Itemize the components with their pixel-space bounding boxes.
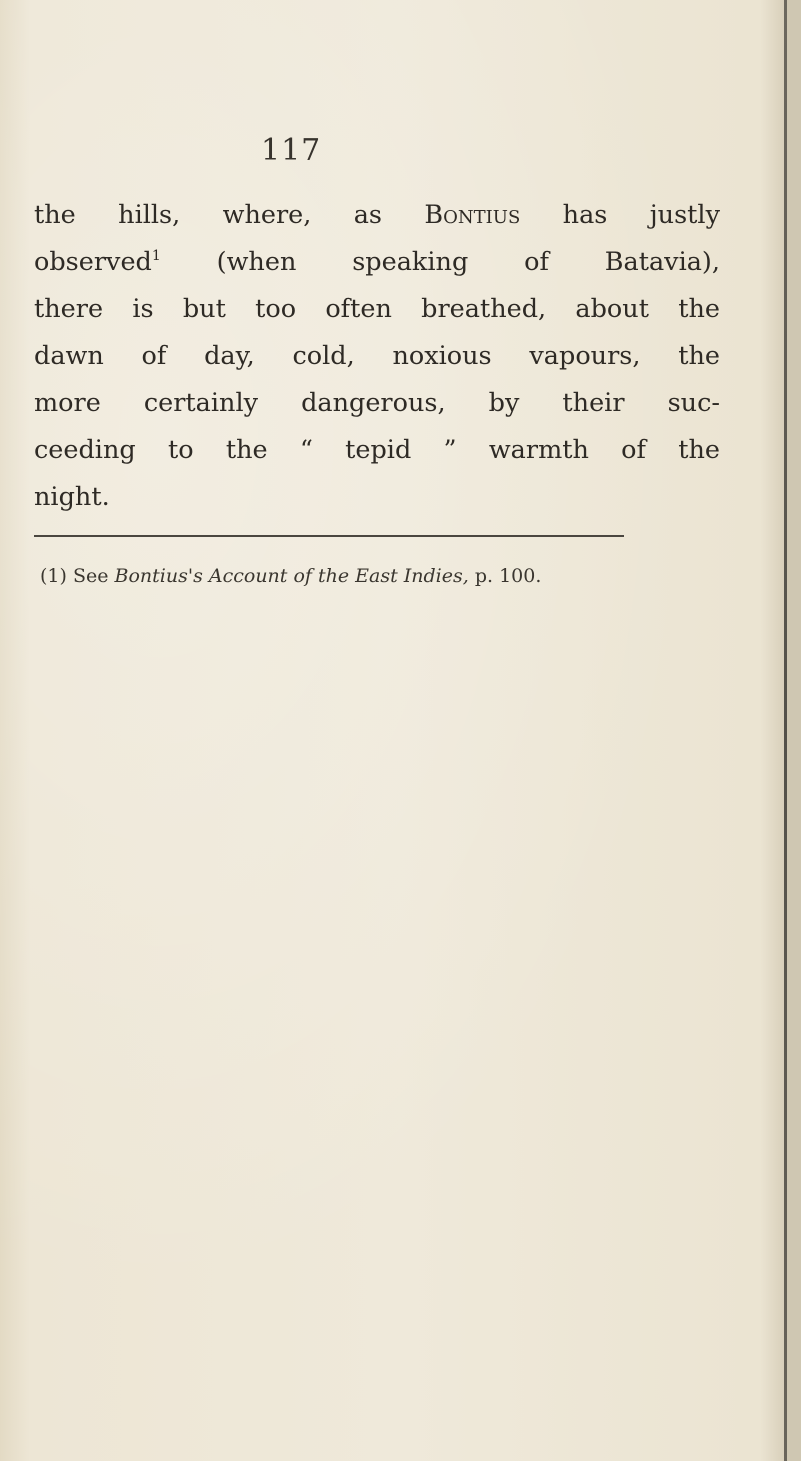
text-line-6: ceeding to the “ tepid ” warmth of the (34, 435, 720, 465)
author-name: Bontius (424, 200, 521, 230)
body-paragraph (34, 192, 720, 521)
footnote-page-ref: p. 100. (474, 565, 542, 587)
footnote-title: Bontius's Account of the East Indies, (114, 565, 469, 587)
text-line-7: night. (34, 482, 110, 512)
text-line-1: the hills, where, as Bontius has justly (34, 200, 720, 230)
footnote-lead: See (72, 565, 109, 587)
footnote (40, 564, 541, 588)
footnote-rule (34, 535, 624, 537)
text-line-5: more certainly dangerous, by their suc- (34, 388, 720, 418)
footnote-marker: (1) (40, 565, 67, 587)
text-line-2: observed$^1$ (when speaking of Batavia), (34, 247, 720, 277)
text-line-4: dawn of day, cold, noxious vapours, the (34, 341, 720, 371)
page-edge-strip (787, 0, 801, 1461)
footnote-reference: 1 (151, 248, 161, 264)
page-number: 117 (261, 133, 322, 168)
text-line-3: there is but too often breathed, about the (34, 294, 720, 324)
